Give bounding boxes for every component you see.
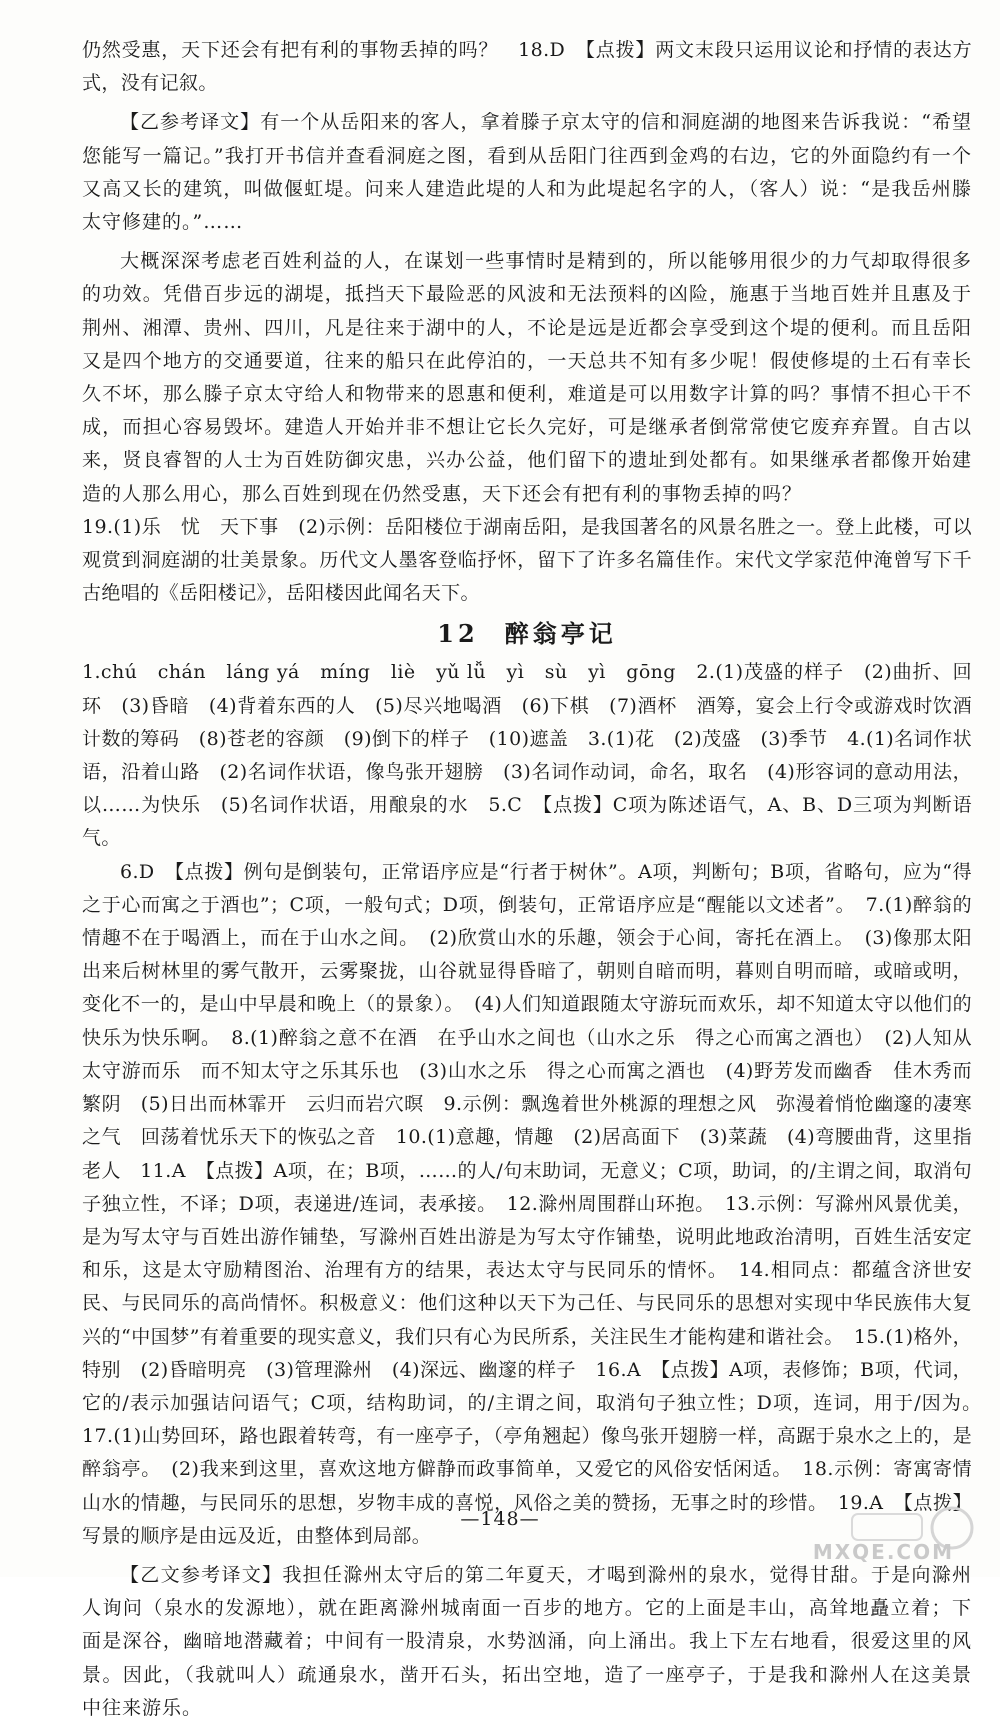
translation-paragraph-3: 【乙文参考译文】我担任滁州太守后的第二年夏天，才喝到滁州的泉水，觉得甘甜。于是向滁州人询问（泉水的发源地），就在距离滁州城南面一百步的地方。它的上面是丰山，高耸地矗立着；下面是深谷，幽暗地潜藏着；中间有一股清泉，水势汹涌，向上涌出。我上下左右地看，很爱这里的风景。因此，（我就叫人）疏通泉水，凿开石头，拓出空地，造了一座亭子，于是我和滁州人在这美景中往来游乐。	[82, 1563, 972, 1719]
watermark-text: MXQE.COM	[812, 1540, 954, 1564]
answer-paragraph-section12-a: 1.chú chán láng yá míng liè yǔ lǚ yì sù yì gōng 2.(1)茂盛的样子 (2)曲折、回环 (3)昏暗 (4)背着东西的人 (5)尽兴地喝酒 (6)下棋 (7)酒杯 酒筹，宴会上行令或游戏时饮酒计数的筹码 (8)苍老的容颜 (9)倒下的样子 (10)遮盖 3.(1)花 (2)茂盛 (3)季节 4.(1)名词作状语，沿着山路 (2)名词作状语，像鸟张开翅膀 (3)名词作动词，命名，取名 (4)形容词的意动用法，以……为快乐 (5)名词作状语，用酿泉的水 5.C 【点拨】C项为陈述语气，A、B、D三项为判断语气。	[82, 661, 972, 850]
text-column	[82, 34, 992, 1725]
section-title	[82, 614, 972, 654]
page-number: —148—	[460, 1508, 540, 1530]
site-watermark	[812, 1500, 982, 1570]
translation-paragraph-1: 【乙参考译文】有一个从岳阳来的客人，拿着滕子京太守的信和洞庭湖的地图来告诉我说：“希望您能写一篇记。”我打开书信并查看洞庭之图，看到从岳阳门往西到金鸡的右边，它的外面隐约有一个又高又长的建筑，叫做偃虹堤。问来人建造此堤的人和为此堤起名字的人，（客人）说：“是我岳州滕太守修建的。”……	[82, 111, 972, 234]
answer-paragraph-19: 19.(1)乐 忧 天下事 (2)示例：岳阳楼位于湖南岳阳，是我国著名的风景名胜之一。登上此楼，可以观赏到洞庭湖的壮美景象。历代文人墨客登临抒怀，留下了许多名篇佳作。宋代文学家范仲淹曾写下千古绝唱的《岳阳楼记》，岳阳楼因此闻名天下。	[82, 515, 972, 605]
translation-paragraph-2: 大概深深考虑老百姓利益的人，在谋划一些事情时是精到的，所以能够用很少的力气却取得很多的功效。凭借百步远的湖堤，抵挡天下最险恶的风波和无法预料的凶险，施惠于当地百姓并且惠及于荆州、湘潭、贵州、四川，凡是往来于湖中的人，不论是远是近都会享受到这个堤的便利。而且岳阳又是四个地方的交通要道，往来的船只在此停泊的，一天总共不知有多少呢！假使修堤的土石有幸长久不坏，那么滕子京太守给人和物带来的恩惠和便利，难道是可以用数字计算的吗？事情不担心干不成，而担心容易毁坏。建造人开始并非不想让它长久完好，可是继承者倒常常使它废弃弃置。自古以来，贤良睿智的人士为百姓防御灾患，兴办公益，他们留下的遗址到处都有。如果继承者都像开始建造的人那么用心，那么百姓到现在仍然受惠，天下还会有把有利的事物丢掉的吗？	[82, 250, 972, 505]
section-number: 12	[437, 619, 479, 649]
answer-paragraph-1: 仍然受惠，天下还会有把有利的事物丢掉的吗？ 18.D 【点拨】两文末段只运用议论和抒情的表达方式，没有记叙。	[82, 39, 972, 95]
section-name: 醉翁亭记	[504, 619, 617, 649]
answer-paragraph-section12-b: 6.D 【点拨】例句是倒装句，正常语序应是“行者于树休”。A项，判断句；B项，省略句，应为“得之于心而寓之于酒也”；C项，一般句式；D项，倒装句，正常语序应是“醒能以文述者”。 7.(1)醉翁的情趣不在于喝酒上，而在于山水之间。 (2)欣赏山水的乐趣，领会于心间，寄托在酒上。 (3)像那太阳出来后树林里的雾气散开，云雾聚拢，山谷就显得昏暗了，朝则自暗而明，暮则自明而暗，或暗或明，变化不一的，是山中早晨和晚上（的景象）。 (4)人们知道跟随太守游玩而欢乐，却不知道太守以他们的快乐为快乐啊。 8.(1)醉翁之意不在酒 在乎山水之间也（山水之乐 得之心而寓之酒也） (2)人知从太守游而乐 而不知太守之乐其乐也 (3)山水之乐 得之心而寓之酒也 (4)野芳发而幽香 佳木秀而繁阴 (5)日出而林霏开 云归而岩穴暝 9.示例：飘逸着世外桃源的理想之风 弥漫着悄怆幽邃的凄寒之气 回荡着忧乐天下的恢弘之音 10.(1)意趣，情趣 (2)居高面下 (3)菜蔬 (4)弯腰曲背，这里指老人 11.A 【点拨】A项，在；B项，……的人/句末助词，无意义；C项，助词，的/主谓之间，取消句子独立性，不译；D项，表递进/连词，表承接。 12.滁州周围群山环抱。 13.示例：写滁州风景优美，是为写太守与百姓出游作铺垫，写滁州百姓出游是为写太守作铺垫，说明此地政治清明，百姓生活安定和乐，这是太守励精图治、治理有方的结果，表达太守与民同乐的情怀。 14.相同点：都蕴含济世安民、与民同乐的高尚情怀。积极意义：他们这种以天下为己任、与民同乐的思想对实现中华民族伟大复兴的“中国梦”有着重要的现实意义，我们只有心为民所系，关注民生才能构建和谐社会。 15.(1)格外，特别 (2)昏暗明亮 (3)管理滁州 (4)深远、幽邃的样子 16.A 【点拨】A项，表修饰；B项，代词，它的/表示加强诘问语气；C项，结构助词，的/主谓之间，取消句子独立性；D项，连词，用于/因为。 17.(1)山势回环，路也跟着转弯，有一座亭子，（亭角翘起）像鸟张开翅膀一样，高踞于泉水之上的，是醉翁亭。 (2)我来到这里，喜欢这地方僻静而政事简单，又爱它的风俗安恬闲适。 18.示例：寄寓寄情山水的情趣，与民同乐的思想，岁物丰成的喜悦，风俗之美的赞扬，无事之时的珍惜。 19.A 【点拨】写景的顺序是由远及近，由整体到局部。	[82, 860, 992, 1547]
